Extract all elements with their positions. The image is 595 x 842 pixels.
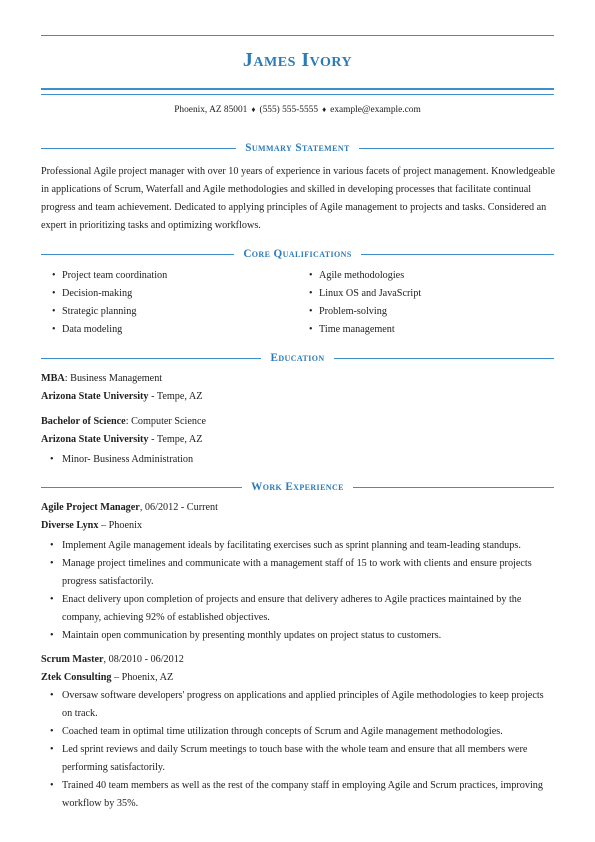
section-title: Summary Statement <box>245 142 350 154</box>
qualifications-right-list <box>309 267 421 339</box>
section-heading-experience <box>41 480 554 494</box>
heading-rule <box>353 487 554 488</box>
candidate-name: James Ivory <box>242 49 353 71</box>
job-title-line: Scrum Master, 08/2010 - 06/2012 <box>41 654 184 665</box>
list-item: • Trained 40 team members as well as the rest of the company staff in employing Agile and Scrum practices, improving workflow by 35%. <box>50 777 556 813</box>
list-item: • Manage project timelines and communicate with a management staff of 15 to work with clients and ensure projects progress satisfactorily. <box>50 555 556 591</box>
list-item: • Coached team in optimal time utilization through concepts of Scrum and Agile management methodologies. <box>50 723 556 741</box>
job-bullets <box>50 687 556 813</box>
list-item: • Maintain open communication by presenting monthly updates on project status to customers. <box>50 627 556 645</box>
list-item: • Oversaw software developers' progress on applications and applied principles of Agile methodologies to keep projects on track. <box>50 687 556 723</box>
list-item: • Agile methodologies <box>309 267 421 285</box>
list-item: • Linux OS and JavaScript <box>309 285 421 303</box>
education-degree: MBA: Business Management <box>41 373 163 384</box>
list-item: • Time management <box>309 321 421 339</box>
heading-rule <box>41 148 236 149</box>
contact-email: example@example.com <box>330 105 421 115</box>
contact-location: Phoenix, AZ 85001 <box>174 105 248 115</box>
contact-phone: (555) 555-5555 <box>259 105 319 115</box>
list-item: • Problem-solving <box>309 303 421 321</box>
name-rule-thin <box>41 94 554 95</box>
list-item: • Led sprint reviews and daily Scrum meetings to touch base with the whole team and ensure that all members were performing satisfactorily. <box>50 741 556 777</box>
heading-rule <box>359 148 554 149</box>
list-item: • Project team coordination <box>52 267 167 285</box>
education-school: Arizona State University - Tempe, AZ <box>41 434 203 445</box>
top-rule <box>41 35 554 36</box>
education-degree: Bachelor of Science: Computer Science <box>41 416 207 427</box>
list-item: • Decision-making <box>52 285 167 303</box>
heading-rule <box>334 358 554 359</box>
job-bullets <box>50 537 556 645</box>
job-company-line: Ztek Consulting – Phoenix, AZ <box>41 672 174 683</box>
list-item: • Enact delivery upon completion of projects and ensure that delivery adheres to Agile practices maintained by the company, achieving 92% of established objectives. <box>50 591 556 627</box>
section-heading-summary <box>41 141 554 155</box>
section-heading-education <box>41 351 554 365</box>
list-item: • Data modeling <box>52 321 167 339</box>
contact-line <box>41 105 554 115</box>
name-rule-thick <box>41 88 554 90</box>
education-bullets <box>50 451 556 469</box>
education-school: Arizona State University - Tempe, AZ <box>41 391 203 402</box>
heading-rule <box>41 254 234 255</box>
heading-rule <box>41 358 261 359</box>
list-item: • Minor- Business Administration <box>50 451 556 469</box>
heading-rule <box>41 487 242 488</box>
list-item: • Strategic planning <box>52 303 167 321</box>
section-title: Core Qualifications <box>243 248 352 260</box>
heading-rule <box>361 254 554 255</box>
contact-separator: ♦ <box>322 105 327 114</box>
section-heading-qualifications <box>41 247 554 261</box>
summary-text: Professional Agile project manager with over 10 years of experience in various facets of project management. Knowledgeable in applications of Scrum, Waterfall and Agile methodologies and skilled in developing processes that facilitate continual progress and team achievement. Dedicated to applying principles of Agile management to projects and tasks. Considered an expert in prioritizing tasks and optimizing workflows. <box>41 166 555 232</box>
section-title: Education <box>270 352 325 364</box>
contact-separator: ♦ <box>251 105 256 114</box>
section-title: Work Experience <box>251 481 344 493</box>
qualifications-left-list <box>52 267 167 339</box>
list-item: • Implement Agile management ideals by facilitating exercises such as sprint planning and team-leading standups. <box>50 537 556 555</box>
job-company-line: Diverse Lynx – Phoenix <box>41 520 143 531</box>
job-title-line: Agile Project Manager, 06/2012 - Current <box>41 502 218 513</box>
